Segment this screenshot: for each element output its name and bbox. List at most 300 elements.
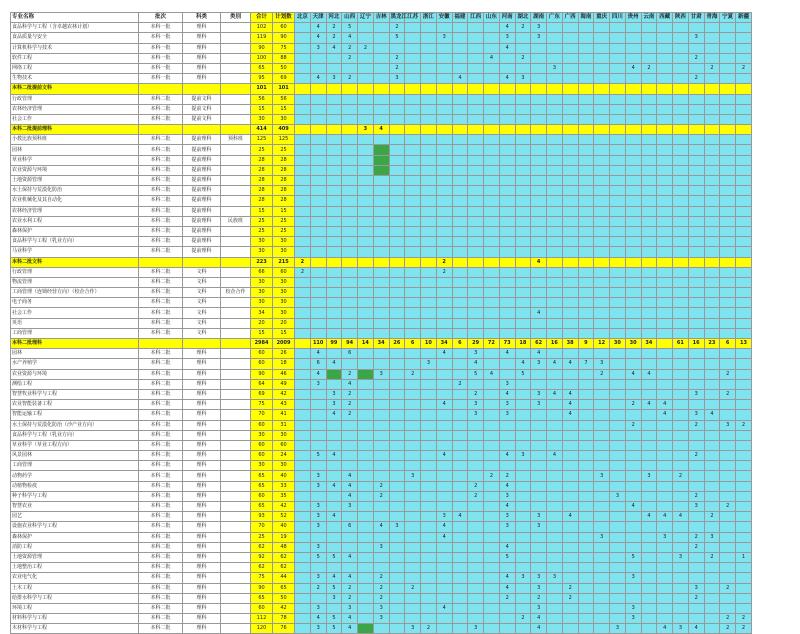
province-cell: [688, 552, 704, 562]
province-cell: 3: [531, 522, 547, 532]
province-cell: [326, 471, 342, 481]
table-row: [11, 216, 752, 226]
type-cell: [221, 430, 251, 440]
province-cell: 3: [436, 33, 452, 43]
province-cell: [421, 216, 437, 226]
province-cell: [484, 359, 500, 369]
province-cell: [547, 277, 563, 287]
province-cell: [436, 186, 452, 196]
province-cell: [452, 349, 468, 359]
province-cell: [499, 369, 515, 379]
province-cell: [468, 308, 484, 318]
province-cell: [326, 206, 342, 216]
province-cell: [673, 247, 689, 257]
major-name-cell: 智慧牧业科学与工程: [11, 389, 139, 399]
province-cell: [295, 420, 311, 430]
province-cell: [358, 94, 374, 104]
province-cell: [704, 23, 720, 33]
province-cell: [436, 318, 452, 328]
province-cell: [436, 552, 452, 562]
plan-cell: 50: [273, 63, 295, 73]
province-cell: [484, 481, 500, 491]
province-cell: [736, 369, 752, 379]
province-cell: 4: [657, 410, 673, 420]
province-cell: 2: [641, 63, 657, 73]
major-name-cell: 行政管理: [11, 267, 139, 277]
plan-cell: 42: [273, 603, 295, 613]
plan-cell: 52: [273, 512, 295, 522]
province-cell: [562, 145, 578, 155]
province-cell: [736, 430, 752, 440]
province-cell: [515, 440, 531, 450]
province-cell: [515, 491, 531, 501]
province-cell: [610, 440, 626, 450]
province-cell: [484, 440, 500, 450]
province-cell: [578, 328, 594, 338]
batch-cell: 本科二批: [139, 573, 183, 583]
province-cell: [468, 74, 484, 84]
table-row: [11, 104, 752, 114]
province-cell: 浙江: [421, 13, 437, 23]
province-cell: [688, 430, 704, 440]
batch-cell: 本科二批: [139, 542, 183, 552]
province-cell: [578, 542, 594, 552]
province-cell: [720, 359, 736, 369]
province-cell: [468, 318, 484, 328]
province-cell: 3: [310, 603, 326, 613]
province-cell: [688, 328, 704, 338]
batch-cell: 本科二批: [139, 451, 183, 461]
category-cell: 理科: [183, 379, 221, 389]
province-cell: 4: [342, 614, 358, 624]
province-cell: [641, 573, 657, 583]
province-cell: [310, 461, 326, 471]
province-cell: [641, 328, 657, 338]
province-cell: [578, 349, 594, 359]
province-cell: [673, 502, 689, 512]
province-cell: [326, 430, 342, 440]
province-cell: [578, 481, 594, 491]
province-cell: [531, 186, 547, 196]
province-cell: [578, 420, 594, 430]
province-cell: [688, 573, 704, 583]
province-cell: [562, 94, 578, 104]
province-cell: 4: [342, 573, 358, 583]
table-row: [11, 369, 752, 379]
province-cell: [625, 563, 641, 573]
province-cell: [484, 257, 500, 267]
province-cell: [436, 216, 452, 226]
province-cell: [452, 430, 468, 440]
province-cell: [499, 298, 515, 308]
province-cell: [326, 420, 342, 430]
province-cell: [704, 94, 720, 104]
province-cell: [641, 379, 657, 389]
province-cell: [452, 267, 468, 277]
province-cell: [295, 237, 311, 247]
province-cell: [358, 410, 374, 420]
province-cell: [562, 318, 578, 328]
province-cell: 6: [310, 359, 326, 369]
province-cell: [594, 522, 610, 532]
category-cell: 提前理科: [183, 206, 221, 216]
province-cell: [720, 440, 736, 450]
plan-cell: 60: [273, 23, 295, 33]
province-cell: [720, 53, 736, 63]
province-cell: [373, 135, 389, 145]
province-cell: [342, 94, 358, 104]
province-cell: [515, 155, 531, 165]
province-cell: [421, 155, 437, 165]
province-cell: [673, 349, 689, 359]
province-cell: [405, 114, 421, 124]
province-cell: 4: [310, 349, 326, 359]
province-cell: [499, 53, 515, 63]
province-cell: [641, 542, 657, 552]
province-cell: [484, 216, 500, 226]
province-cell: [342, 125, 358, 135]
province-cell: [531, 542, 547, 552]
province-cell: [358, 593, 374, 603]
province-cell: [405, 461, 421, 471]
province-cell: [499, 359, 515, 369]
province-cell: 4: [342, 33, 358, 43]
province-cell: 4: [562, 359, 578, 369]
province-cell: [358, 53, 374, 63]
province-cell: [704, 74, 720, 84]
major-name-cell: 农业电气化: [11, 573, 139, 583]
province-cell: 3: [594, 471, 610, 481]
province-cell: [295, 216, 311, 226]
province-cell: 3: [688, 33, 704, 43]
province-cell: [326, 288, 342, 298]
province-cell: [452, 33, 468, 43]
type-cell: [221, 165, 251, 175]
plan-cell: 15: [273, 328, 295, 338]
province-cell: [389, 267, 405, 277]
major-name-cell: 农林经济管理: [11, 104, 139, 114]
province-cell: [547, 267, 563, 277]
province-cell: [578, 43, 594, 53]
province-cell: [421, 522, 437, 532]
province-cell: [515, 583, 531, 593]
province-cell: [436, 614, 452, 624]
province-cell: [610, 288, 626, 298]
type-cell: [221, 491, 251, 501]
province-cell: [389, 481, 405, 491]
province-cell: [547, 308, 563, 318]
category-cell: 提前理科: [183, 196, 221, 206]
total-cell: 65: [251, 502, 273, 512]
province-cell: [594, 481, 610, 491]
province-cell: [468, 430, 484, 440]
province-cell: [736, 563, 752, 573]
province-cell: [499, 125, 515, 135]
province-cell: [547, 481, 563, 491]
total-cell: 56: [251, 94, 273, 104]
province-cell: 2: [720, 389, 736, 399]
province-cell: 3: [531, 603, 547, 613]
province-cell: [342, 328, 358, 338]
province-cell: [594, 614, 610, 624]
province-cell: [547, 135, 563, 145]
category-cell: 理科: [183, 481, 221, 491]
batch-cell: 本科二批: [139, 176, 183, 186]
province-cell: [578, 512, 594, 522]
batch-cell: [139, 339, 183, 349]
table-row: [11, 481, 752, 491]
province-cell: [499, 226, 515, 236]
province-cell: [436, 369, 452, 379]
province-cell: 3: [310, 573, 326, 583]
table-row: [11, 389, 752, 399]
province-cell: [452, 125, 468, 135]
type-cell: [221, 440, 251, 450]
province-cell: [373, 502, 389, 512]
province-cell: 3: [310, 471, 326, 481]
province-cell: [342, 216, 358, 226]
province-cell: [610, 461, 626, 471]
major-name-cell: 生物技术: [11, 74, 139, 84]
province-cell: [578, 593, 594, 603]
province-cell: 5: [326, 583, 342, 593]
province-cell: [405, 84, 421, 94]
province-cell: 4: [547, 451, 563, 461]
province-cell: [657, 359, 673, 369]
province-cell: [310, 491, 326, 501]
batch-cell: 本科一批: [139, 63, 183, 73]
province-cell: [436, 359, 452, 369]
province-cell: [562, 186, 578, 196]
province-cell: [562, 267, 578, 277]
province-cell: [452, 53, 468, 63]
province-cell: [295, 308, 311, 318]
province-cell: [578, 74, 594, 84]
province-cell: [531, 196, 547, 206]
province-cell: 2: [688, 532, 704, 542]
province-cell: [673, 288, 689, 298]
province-cell: [673, 53, 689, 63]
province-cell: [373, 216, 389, 226]
province-cell: [704, 114, 720, 124]
province-cell: [484, 400, 500, 410]
province-cell: [373, 389, 389, 399]
province-cell: [610, 369, 626, 379]
table-row: [11, 94, 752, 104]
province-cell: [641, 420, 657, 430]
province-cell: 3: [326, 593, 342, 603]
province-cell: [452, 502, 468, 512]
province-cell: [625, 328, 641, 338]
province-cell: 4: [499, 43, 515, 53]
province-cell: 2: [704, 63, 720, 73]
province-cell: [373, 196, 389, 206]
province-cell: [421, 63, 437, 73]
total-cell: 223: [251, 257, 273, 267]
province-cell: 4: [326, 43, 342, 53]
province-cell: 3: [326, 74, 342, 84]
province-cell: [625, 74, 641, 84]
province-cell: [389, 237, 405, 247]
table-row: [11, 349, 752, 359]
type-cell: [221, 420, 251, 430]
province-cell: [578, 389, 594, 399]
province-cell: [547, 522, 563, 532]
province-cell: [610, 512, 626, 522]
province-cell: [641, 94, 657, 104]
province-cell: 16: [688, 339, 704, 349]
province-cell: [310, 257, 326, 267]
province-cell: [295, 389, 311, 399]
province-cell: 3: [342, 502, 358, 512]
province-cell: [704, 186, 720, 196]
province-cell: [326, 461, 342, 471]
province-cell: [531, 165, 547, 175]
province-cell: [515, 298, 531, 308]
total-cell: 65: [251, 593, 273, 603]
province-cell: [342, 176, 358, 186]
province-cell: [436, 94, 452, 104]
table-row: [11, 420, 752, 430]
province-cell: [436, 328, 452, 338]
province-cell: [578, 430, 594, 440]
category-cell: 提前文科: [183, 104, 221, 114]
province-cell: 4: [326, 481, 342, 491]
province-cell: [625, 257, 641, 267]
province-cell: [436, 410, 452, 420]
province-cell: [310, 267, 326, 277]
major-name-cell: 测绘工程: [11, 379, 139, 389]
province-cell: [688, 318, 704, 328]
province-cell: [641, 196, 657, 206]
province-cell: [657, 33, 673, 43]
total-cell: 65: [251, 481, 273, 491]
province-cell: [436, 298, 452, 308]
province-cell: [673, 84, 689, 94]
province-cell: [531, 63, 547, 73]
province-cell: [295, 145, 311, 155]
type-cell: [221, 257, 251, 267]
province-cell: 2: [373, 491, 389, 501]
province-cell: [547, 104, 563, 114]
province-cell: 4: [326, 512, 342, 522]
province-cell: [547, 328, 563, 338]
province-cell: [720, 461, 736, 471]
total-cell: 30: [251, 461, 273, 471]
province-cell: [625, 165, 641, 175]
province-cell: [641, 593, 657, 603]
major-name-cell: 土地整治工程: [11, 563, 139, 573]
type-cell: [221, 593, 251, 603]
province-cell: [673, 216, 689, 226]
province-cell: [641, 74, 657, 84]
province-cell: [436, 125, 452, 135]
province-cell: [531, 552, 547, 562]
category-cell: 文科: [183, 318, 221, 328]
province-cell: [547, 440, 563, 450]
province-cell: [736, 155, 752, 165]
province-cell: [468, 420, 484, 430]
province-cell: [484, 288, 500, 298]
table-row: [11, 552, 752, 562]
province-cell: [578, 563, 594, 573]
major-name-cell: 农业资源与环境: [11, 165, 139, 175]
province-cell: [594, 257, 610, 267]
province-cell: [673, 23, 689, 33]
plan-cell: 20: [273, 318, 295, 328]
batch-cell: 本科二批: [139, 502, 183, 512]
province-cell: [704, 176, 720, 186]
major-name-cell: 环境工程: [11, 603, 139, 613]
province-cell: [625, 84, 641, 94]
province-cell: [515, 420, 531, 430]
type-cell: [221, 318, 251, 328]
province-cell: [610, 532, 626, 542]
province-cell: [562, 196, 578, 206]
plan-cell: 78: [273, 614, 295, 624]
province-cell: [373, 512, 389, 522]
province-cell: 3: [625, 614, 641, 624]
batch-cell: 本科二批: [139, 349, 183, 359]
province-cell: [657, 165, 673, 175]
province-cell: [657, 145, 673, 155]
province-cell: [452, 277, 468, 287]
province-cell: [688, 104, 704, 114]
province-cell: 2: [405, 369, 421, 379]
province-cell: [468, 257, 484, 267]
province-cell: [673, 328, 689, 338]
province-cell: [673, 145, 689, 155]
province-cell: 福建: [452, 13, 468, 23]
province-cell: 2: [358, 43, 374, 53]
province-cell: 110: [310, 339, 326, 349]
province-cell: [421, 379, 437, 389]
major-name-cell: 水土保持与荒漠化防治（沙产业方向）: [11, 420, 139, 430]
province-cell: [358, 165, 374, 175]
province-cell: 4: [436, 451, 452, 461]
province-cell: [295, 318, 311, 328]
major-name-cell: 消防工程: [11, 542, 139, 552]
province-cell: [704, 573, 720, 583]
province-cell: 2: [688, 53, 704, 63]
province-cell: [547, 583, 563, 593]
province-cell: [736, 522, 752, 532]
category-cell: 理科: [183, 430, 221, 440]
province-cell: [641, 288, 657, 298]
type-cell: [221, 114, 251, 124]
province-cell: 2: [295, 267, 311, 277]
province-cell: [641, 563, 657, 573]
province-cell: 4: [625, 502, 641, 512]
province-cell: [468, 247, 484, 257]
province-cell: [562, 624, 578, 634]
batch-cell: 本科二批: [139, 583, 183, 593]
province-cell: [436, 430, 452, 440]
province-cell: [499, 532, 515, 542]
province-cell: [515, 308, 531, 318]
province-cell: [468, 104, 484, 114]
table-row: [11, 461, 752, 471]
province-cell: [310, 206, 326, 216]
province-cell: [610, 308, 626, 318]
province-cell: [688, 176, 704, 186]
province-cell: [358, 104, 374, 114]
province-cell: [342, 104, 358, 114]
province-cell: [468, 471, 484, 481]
province-cell: [421, 400, 437, 410]
province-cell: [578, 471, 594, 481]
province-cell: 3: [547, 63, 563, 73]
